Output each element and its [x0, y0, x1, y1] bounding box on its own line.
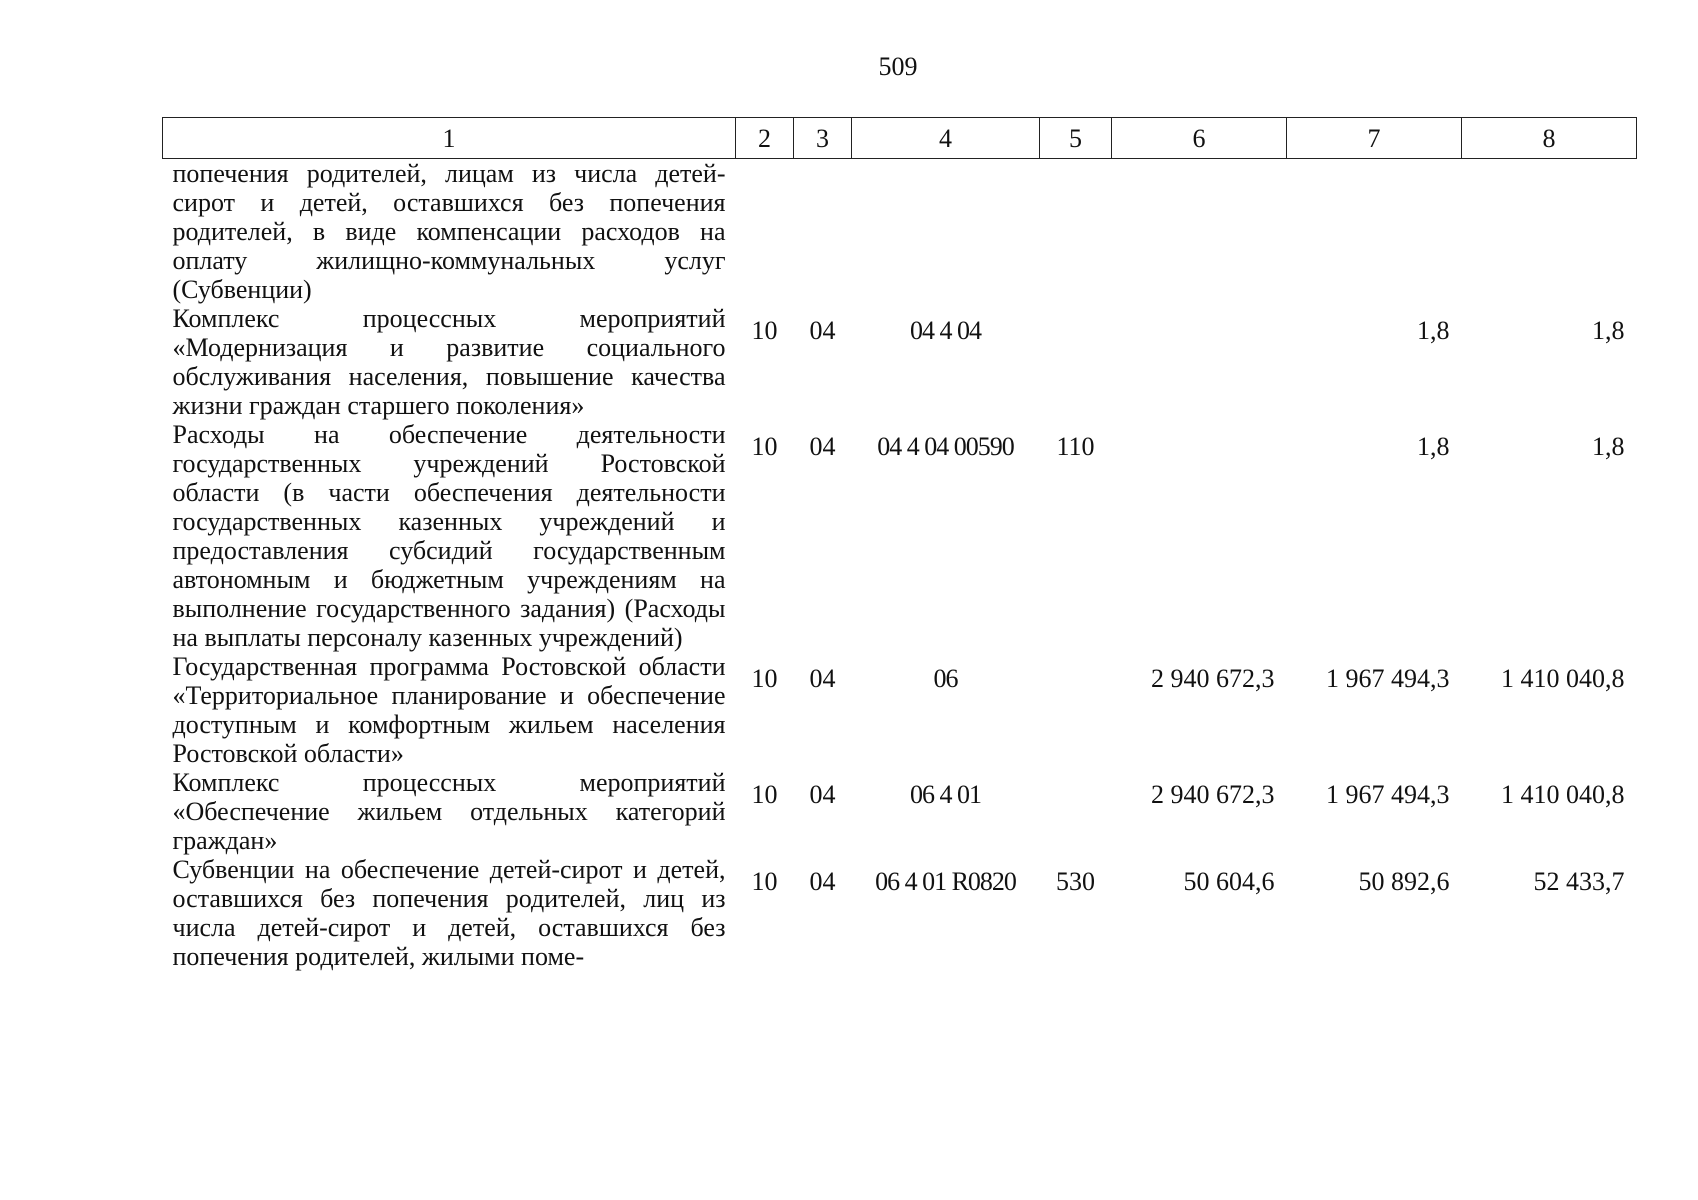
- row-section: [736, 159, 794, 305]
- table-row: [163, 420, 1637, 652]
- row-name: Государственная программа Ростовской области «Территориальное планирование и обеспечение доступным и комфортным жильем населения Ростовской области»: [172, 652, 726, 768]
- row-section: 10: [751, 780, 778, 809]
- row-name: Комплекс процессных мероприятий «Модернизация и развитие социального обслуживания населения, повышение качества жизни граждан старшего поколения»: [172, 304, 726, 420]
- row-expense-type: [1040, 768, 1112, 855]
- row-amount-2: 1,8: [1417, 432, 1450, 461]
- row-amount-1: 2 940 672,3: [1151, 780, 1275, 809]
- row-target-article: 04 4 04 00590: [877, 432, 1014, 461]
- row-target-article: 06: [933, 664, 958, 693]
- column-header-target-article: 4: [852, 118, 1040, 159]
- row-amount-2: 1 967 494,3: [1326, 780, 1450, 809]
- row-amount-3: 52 433,7: [1533, 867, 1625, 896]
- row-amount-2: 1 967 494,3: [1326, 664, 1450, 693]
- budget-table: [162, 117, 1637, 971]
- row-amount-2: 1,8: [1417, 316, 1450, 345]
- row-subsection: 04: [809, 780, 836, 809]
- column-header-name: 1: [163, 118, 736, 159]
- row-amount-3: 1 410 040,8: [1501, 664, 1625, 693]
- column-header-expense-type: 5: [1040, 118, 1112, 159]
- row-amount-1: [1112, 304, 1287, 420]
- table-row: [163, 855, 1637, 971]
- row-section: 10: [751, 432, 778, 461]
- row-name: Расходы на обеспечение деятельности государственных учреждений Ростовской области (в части обеспечения деятельности государственных казенных учреждений и предоставления субсидий государственным автономным и бюджетным учреждениям на выполнение государственного задания) (Расходы на выплаты персоналу казенных учреждений): [172, 420, 726, 652]
- row-expense-type: [1040, 159, 1112, 305]
- row-subsection: 04: [809, 664, 836, 693]
- row-amount-3: [1462, 159, 1637, 305]
- column-header-amount-1: 6: [1112, 118, 1287, 159]
- row-amount-1: 2 940 672,3: [1151, 664, 1275, 693]
- row-section: 10: [751, 316, 778, 345]
- row-section: 10: [751, 867, 778, 896]
- row-expense-type: [1040, 652, 1112, 768]
- row-name: попечения родителей, лицам из числа детей-сирот и детей, оставшихся без попечения родителей, в виде компенсации расходов на оплату жилищно-коммунальных услуг (Субвенции): [172, 159, 726, 304]
- row-amount-3: 1 410 040,8: [1501, 780, 1625, 809]
- column-header-subsection: 3: [794, 118, 852, 159]
- table-row: [163, 159, 1637, 305]
- column-header-section: 2: [736, 118, 794, 159]
- row-name: Субвенции на обеспечение детей-сирот и детей, оставшихся без попечения родителей, лиц из числа детей-сирот и детей, оставшихся без попечения родителей, жилыми поме-: [172, 855, 726, 971]
- row-subsection: [794, 159, 852, 305]
- row-amount-3: 1,8: [1592, 432, 1625, 461]
- column-header-amount-2: 7: [1287, 118, 1462, 159]
- row-section: 10: [751, 664, 778, 693]
- row-amount-1: 50 604,6: [1183, 867, 1275, 896]
- row-subsection: 04: [809, 316, 836, 345]
- header-row: [163, 118, 1637, 159]
- row-expense-type: 110: [1056, 432, 1095, 461]
- row-subsection: 04: [809, 867, 836, 896]
- row-amount-2: [1287, 159, 1462, 305]
- table-row: [163, 304, 1637, 420]
- column-header-amount-3: 8: [1462, 118, 1637, 159]
- row-expense-type: [1040, 304, 1112, 420]
- row-amount-2: 50 892,6: [1358, 867, 1450, 896]
- row-target-article: 06 4 01 R0820: [875, 867, 1016, 896]
- row-amount-1: [1112, 420, 1287, 652]
- row-amount-3: 1,8: [1592, 316, 1625, 345]
- row-target-article: [852, 159, 1040, 305]
- row-expense-type: 530: [1056, 867, 1095, 896]
- page-number: 509: [878, 52, 918, 81]
- row-name: Комплекс процессных мероприятий «Обеспечение жильем отдельных категорий граждан»: [172, 768, 726, 855]
- row-target-article: 04 4 04: [910, 316, 981, 345]
- row-amount-1: [1112, 159, 1287, 305]
- row-subsection: 04: [809, 432, 836, 461]
- row-target-article: 06 4 01: [910, 780, 981, 809]
- table-row: [163, 768, 1637, 855]
- table-row: [163, 652, 1637, 768]
